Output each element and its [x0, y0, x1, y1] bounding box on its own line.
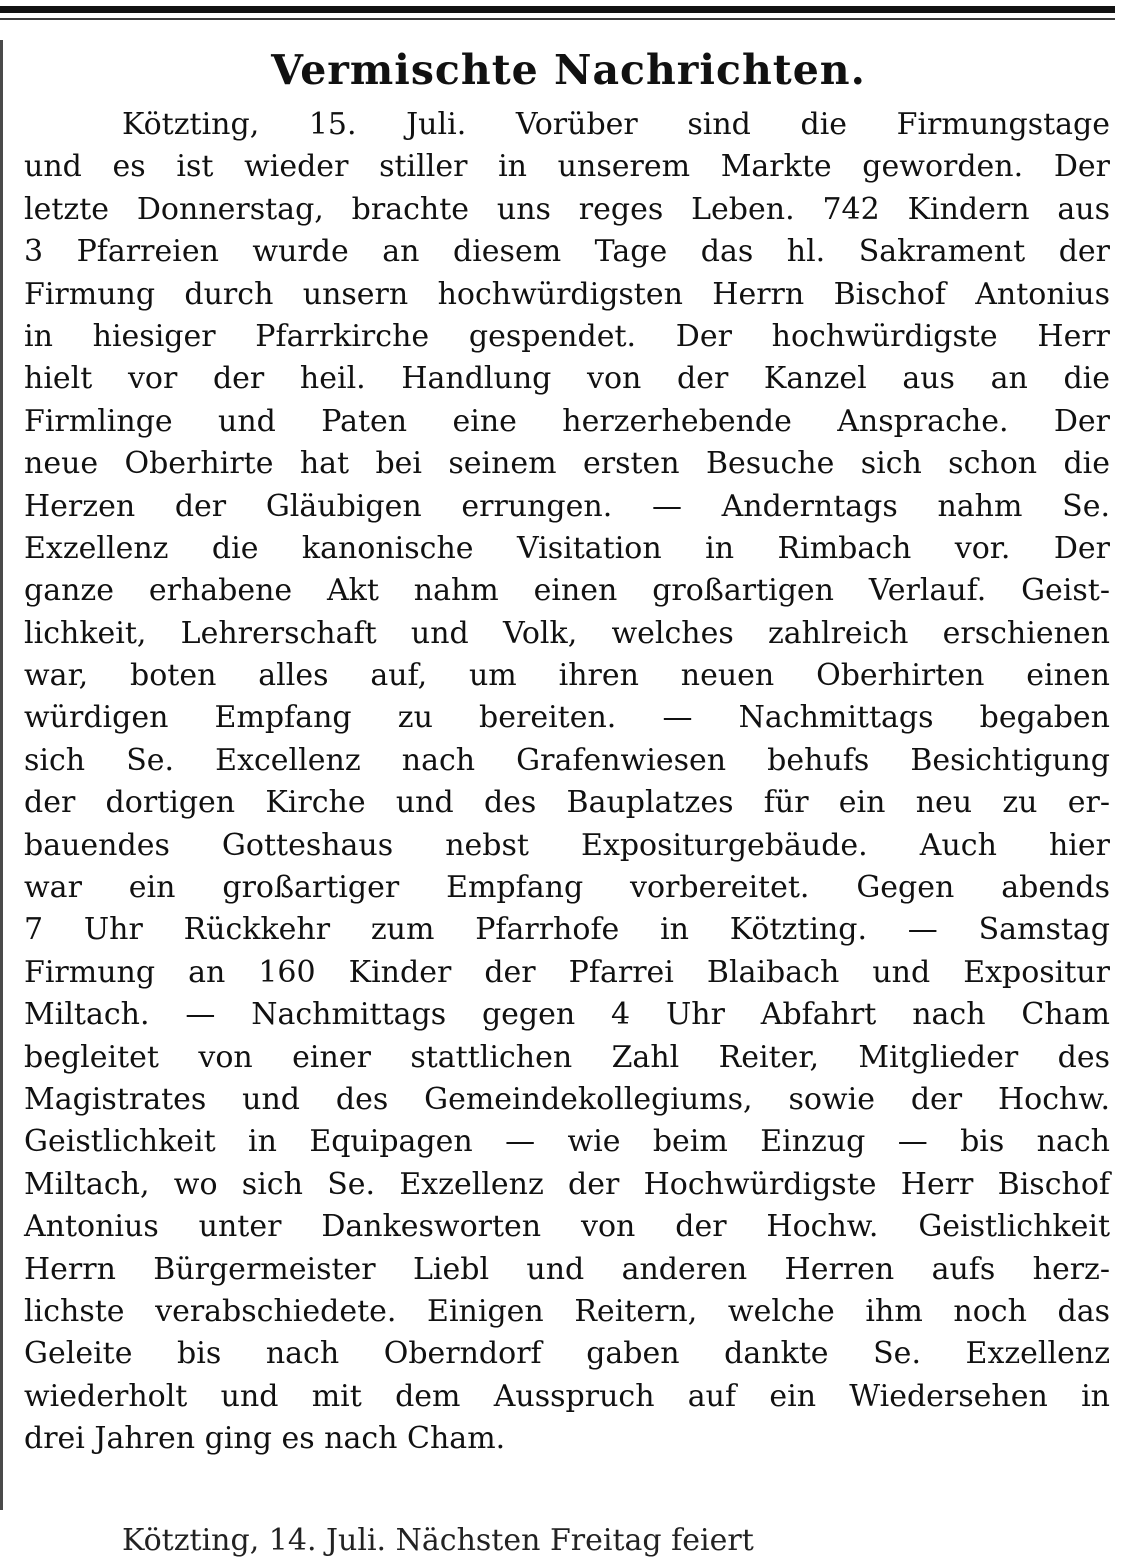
article-line: war, boten alles auf, um ihren neuen Oberhirten einen — [24, 658, 1110, 694]
article-line: hielt vor der heil. Handlung von der Kanzel aus an die — [24, 361, 1110, 397]
article-line: und es ist wieder stiller in unserem Markte geworden. Der — [24, 149, 1110, 185]
article-line: Geistlichkeit in Equipagen — wie beim Einzug — bis nach — [24, 1124, 1110, 1160]
article-line: bauendes Gotteshaus nebst Expositurgebäude. Auch hier — [24, 827, 1110, 863]
next-article-fragment-text: Kötzting, 14. Juli. Nächsten Freitag feiert — [122, 1523, 754, 1558]
article-line: letzte Donnerstag, brachte uns reges Leben. 742 Kindern aus — [24, 191, 1110, 227]
article-line: lichste verabschiedete. Einigen Reitern, welche ihm noch das — [24, 1293, 1110, 1329]
article-line: neue Oberhirte hat bei seinem ersten Besuche sich schon die — [24, 446, 1110, 482]
article-line: Magistrates und des Gemeindekollegiums, sowie der Hochw. — [24, 1081, 1110, 1117]
article-line: Antonius unter Dankesworten von der Hochw. Geistlichkeit — [24, 1209, 1110, 1245]
article-line: Herzen der Gläubigen errungen. — Anderntags nahm Se. — [24, 488, 1110, 524]
article-line: lichkeit, Lehrerschaft und Volk, welches zahlreich erschienen — [24, 615, 1110, 651]
article-line: Geleite bis nach Oberndorf gaben dankte Se. Exzellenz — [24, 1336, 1110, 1372]
article-line: würdigen Empfang zu bereiten. — Nachmittags begaben — [24, 700, 1110, 736]
article-line: Firmlinge und Paten eine herzerhebende Ansprache. Der — [24, 403, 1110, 439]
article-line: drei Jahren ging es nach Cham. — [24, 1421, 506, 1457]
article-line: 3 Pfarreien wurde an diesem Tage das hl. Sakrament der — [24, 234, 1110, 270]
article-line: 7 Uhr Rückkehr zum Pfarrhofe in Kötzting. — Samstag — [24, 912, 1110, 948]
article-line: begleitet von einer stattlichen Zahl Reiter, Mitglieder des — [24, 1039, 1110, 1075]
section-title: Vermischte Nachrichten. — [271, 46, 866, 94]
next-article-fragment — [24, 1522, 1110, 1558]
left-column-rule — [0, 40, 3, 1510]
article-line: sich Se. Excellenz nach Grafenwiesen behufs Besichtigung — [24, 742, 1110, 778]
top-rule-thin — [0, 18, 1115, 20]
article-line: war ein großartiger Empfang vorbereitet. Gegen abends — [24, 870, 1110, 906]
article-line: ganze erhabene Akt nahm einen großartigen Verlauf. Geist- — [24, 573, 1110, 609]
article-line: Kötzting, 15. Juli. Vorüber sind die Firmungstage — [122, 107, 1110, 142]
article-line: Miltach, wo sich Se. Exzellenz der Hochwürdigste Herr Bischof — [24, 1166, 1110, 1202]
article-line: Firmung an 160 Kinder der Pfarrei Blaibach und Expositur — [24, 954, 1110, 990]
article-line: in hiesiger Pfarrkirche gespendet. Der hochwürdigste Herr — [24, 318, 1110, 354]
top-rule — [0, 6, 1115, 13]
article-line: Firmung durch unsern hochwürdigsten Herrn Bischof Antonius — [24, 276, 1110, 312]
article-body — [24, 104, 1110, 1461]
article-line: Exzellenz die kanonische Visitation in Rimbach vor. Der — [24, 530, 1110, 566]
article-line: Herrn Bürgermeister Liebl und anderen Herren aufs herz- — [24, 1251, 1110, 1287]
article-line: Miltach. — Nachmittags gegen 4 Uhr Abfahrt nach Cham — [24, 997, 1110, 1033]
article-line: wiederholt und mit dem Ausspruch auf ein Wiedersehen in — [24, 1378, 1110, 1414]
article-line: der dortigen Kirche und des Bauplatzes für ein neu zu er- — [24, 785, 1110, 821]
